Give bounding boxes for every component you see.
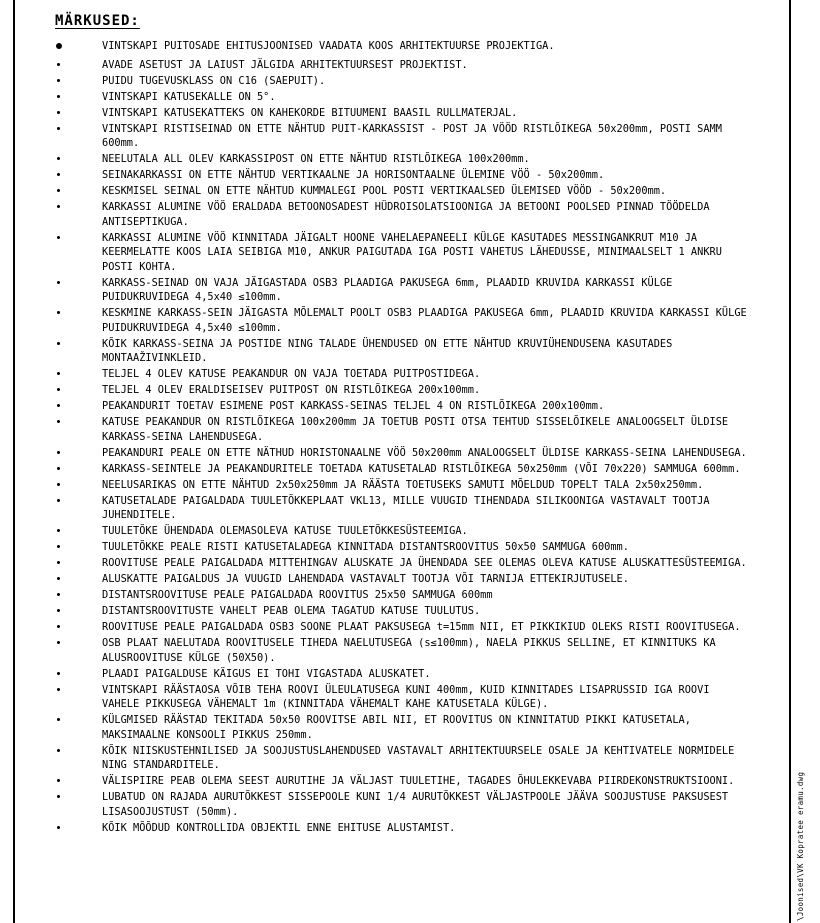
bullet-icon — [57, 189, 60, 192]
bullet-icon — [57, 372, 60, 375]
note-text: DISTANTSROOVITUSE PEALE PAIGALDADA ROOVITUS 25x50 SAMMUGA 600mm — [102, 589, 493, 601]
bullet-icon — [57, 795, 60, 798]
bullet-icon — [57, 577, 60, 580]
bullet-icon — [57, 281, 60, 284]
note-text: VINTSKAPI PUITOSADE EHITUSJOONISED VAADATA KOOS ARHITEKTUURSE PROJEKTIGA. — [102, 40, 555, 52]
note-item — [55, 588, 765, 603]
bullet-icon — [57, 63, 60, 66]
bullet-icon — [57, 779, 60, 782]
bullet-icon — [57, 467, 60, 470]
note-text: KESKMISEL SEINAL ON ETTE NÄHTUD KUMMALEGI POOL POSTI VERTIKAALSED ÜLEMISED VÖÖD - 50x200mm. — [102, 185, 667, 197]
note-item — [55, 39, 765, 54]
bullet-icon — [57, 205, 60, 208]
note-text: TUULETÕKE ÜHENDADA OLEMASOLEVA KATUSE TUULETÕKKESÜSTEEMIGA. — [102, 525, 468, 537]
note-text: TELJEL 4 OLEV KATUSE PEAKANDUR ON VAJA TOETADA PUITPOSTIDEGA. — [102, 368, 481, 380]
note-item — [55, 604, 765, 619]
note-text: KATUSETALADE PAIGALDADA TUULETÕKKEPLAAT VKL13, MILLE VUUGID TIHENDADA SILIKOONIGA VASTAVALT TOOTJA JUHENDITELE. — [102, 494, 710, 521]
bullet-icon — [57, 388, 60, 391]
note-text: ROOVITUSE PEALE PAIGALDADA MITTEHINGAV ALUSKATE JA ÜHENDADA SEE OLEMAS OLEVA KATUSE ALUSKATTESÜSTEEMIGA. — [102, 557, 747, 569]
bullet-icon — [57, 749, 60, 752]
bullet-icon — [57, 672, 60, 675]
note-item — [55, 152, 765, 167]
note-item — [55, 713, 765, 742]
note-text: VÄLISPIIRE PEAB OLEMA SEEST AURUTIHE JA VÄLJAST TUULETIHE, TAGADES ÕHULEKKEVABA PIIRDEKONSTRUKTSIOONI. — [102, 775, 735, 787]
note-text: PUIDU TUGEVUSKLASS ON C16 (SAEPUIT). — [102, 74, 326, 87]
note-item — [55, 184, 765, 199]
bullet-icon — [57, 311, 60, 314]
bullet-icon — [57, 157, 60, 160]
notes-sheet — [55, 10, 765, 837]
note-item — [55, 383, 765, 398]
note-text: KATUSE PEAKANDUR ON RISTLÕIKEGA 100x200mm JA TOETUB POSTI OTSA TEHTUD SISSELÕIKELE ANALOOGSELT ÜLDISE KARKASS-SEINA LAHENDUSEGA. — [102, 416, 729, 443]
note-text: SEINAKARKASSI ON ETTE NÄHTUD VERTIKAALNE JA HORISONTAALNE ÜLEMINE VÖÖ - 50x200mm. — [102, 169, 605, 181]
note-item — [55, 572, 765, 587]
bullet-icon — [57, 111, 60, 114]
note-item — [55, 524, 765, 539]
bullet-icon — [57, 529, 60, 532]
note-text: NEELUTALA ALL OLEV KARKASSIPOST ON ETTE NÄHTUD RISTLÕIKEGA 100x200mm. — [102, 153, 530, 165]
bullet-icon — [57, 593, 60, 596]
bullet-icon — [57, 641, 60, 644]
bullet-icon — [57, 688, 60, 691]
bullet-icon — [57, 79, 60, 82]
note-text: KARKASSI ALUMINE VÖÖ ERALDADA BETOONOSADEST HÜDROISOLATSIOONIGA JA BETOONI POOLSED PINNAD TÖÖDELDA ANTISEPTIKUGA. — [102, 201, 710, 228]
bullet-icon — [57, 499, 60, 502]
note-item — [55, 821, 765, 836]
note-item — [55, 90, 765, 105]
bullet-icon — [57, 173, 60, 176]
note-text: VINTSKAPI KATUSEKALLE ON 5°. — [102, 90, 276, 103]
note-text: PEAKANDURIT TOETAV ESIMENE POST KARKASS-SEINAS TELJEL 4 ON RISTLÕIKEGA 200x100mm. — [102, 400, 605, 412]
note-text: TELJEL 4 OLEV ERALDISEISEV PUITPOST ON RISTLÕIKEGA 200x100mm. — [102, 384, 481, 396]
note-text: VINTSKAPI KATUSEKATTEKS ON KAHEKORDE BITUUMENI BAASIL RULLMATERJAL. — [102, 106, 518, 119]
bullet-icon — [57, 625, 60, 628]
notes-title: MÄRKUSED: — [55, 13, 140, 29]
note-item — [55, 683, 765, 712]
note-text: ALUSKATTE PAIGALDUS JA VUUGID LAHENDADA VASTAVALT TOOTJA VÕI TARNIJA ETTEKIRJUTUSELE. — [102, 573, 629, 585]
note-item — [55, 122, 765, 151]
note-item — [55, 462, 765, 477]
note-text: KÕIK MÕÕDUD KONTROLLIDA OBJEKTIL ENNE EHITUSE ALUSTAMIST. — [102, 821, 456, 834]
note-item — [55, 106, 765, 121]
bullet-icon — [57, 561, 60, 564]
note-item — [55, 367, 765, 382]
bullet-icon — [56, 43, 62, 49]
note-item — [55, 556, 765, 571]
note-text: ROOVITUSE PEALE PAIGALDADA OSB3 SOONE PLAAT PAKSUSEGA t=15mm NII, ET PIKKIKIUD OLEKS RISTI ROOVITUSEGA. — [102, 621, 741, 633]
note-item — [55, 168, 765, 183]
bullet-icon — [57, 483, 60, 486]
note-text: NEELUSARIKAS ON ETTE NÄHTUD 2x50x250mm JA RÄÄSTA TOETUSEKS SAMUTI MÕELDUD TOPELT TALA 2x50x250mm. — [102, 478, 704, 491]
note-item — [55, 399, 765, 414]
bullet-icon — [57, 718, 60, 721]
notes-list — [55, 39, 765, 835]
note-item — [55, 306, 765, 335]
note-item — [55, 200, 765, 229]
bullet-icon — [57, 545, 60, 548]
note-item — [55, 620, 765, 635]
note-item — [55, 446, 765, 461]
note-item — [55, 415, 765, 444]
bullet-icon — [57, 127, 60, 130]
note-text: KARKASS-SEINTELE JA PEAKANDURITELE TOETADA KATUSETALAD RISTLÕIKEGA 50x250mm (VÕI 70x220) SAMMUGA 600mm. — [102, 462, 741, 475]
note-item — [55, 478, 765, 493]
note-text: TUULETÕKKE PEALE RISTI KATUSETALADEGA KINNITADA DISTANTSROOVITUS 50x50 SAMMUGA 600mm. — [102, 541, 629, 553]
note-text: PEAKANDURI PEALE ON ETTE NÄTHUD HORISTONAALNE VÖÖ 50x200mm ANALOOGSELT ÜLDISE KARKASS-SEINA LAHENDUSEGA. — [102, 446, 747, 459]
note-text: LUBATUD ON RAJADA AURUTÕKKEST SISSEPOOLE KUNI 1/4 AURUTÕKKEST VÄLJASTPOOLE JÄÄVA SOOJUSTUSE PAKSUSEST LISASOOJUSTUST (50mm). — [102, 791, 729, 818]
note-text: KARKASS-SEINAD ON VAJA JÄIGASTADA OSB3 PLAADIGA PAKUSEGA 6mm, PLAADID KRUVIDA KARKASSI KÜLGE PUIDUKRUVIDEGA 4,5x40 ≤100mm. — [102, 276, 673, 303]
note-text: AVADE ASETUST JA LAIUST JÄLGIDA ARHITEKTUURSEST PROJEKTIST. — [102, 58, 468, 71]
note-item — [55, 744, 765, 773]
sheet-left-border — [13, 0, 15, 923]
note-text: KÕIK NIISKUSTEHNILISED JA SOOJUSTUSLAHENDUSED VASTAVALT ARHITEKTUURSELE OSALE JA KEHTIVATELE NORMIDELE NING STANDARDITELE. — [102, 744, 735, 771]
note-text: KESKMINE KARKASS-SEIN JÄIGASTA MÕLEMALT POOLT OSB3 PLAADIGA PAKUSEGA 6mm, PLAADID KRUVIDA KARKASSI KÜLGE PUIDUKRUVIDEGA 4,5x40 ≤100mm. — [102, 307, 747, 334]
bullet-icon — [57, 404, 60, 407]
bullet-icon — [57, 342, 60, 345]
note-item — [55, 231, 765, 275]
bullet-icon — [57, 609, 60, 612]
note-text: VINTSKAPI RISTISEINAD ON ETTE NÄHTUD PUIT-KARKASSIST - POST JA VÖÖD RISTLÕIKEGA 50x200mm, POSTI SAMM 600mm. — [102, 122, 722, 149]
note-item — [55, 540, 765, 555]
note-text: DISTANTSROOVITUSTE VAHELT PEAB OLEMA TAGATUD KATUSE TUULUTUS. — [102, 605, 481, 617]
note-text: KÕIK KARKASS-SEINA JA POSTIDE NING TALADE ÜHENDUSED ON ETTE NÄHTUD KRUVIÜHENDUSENA KASUTADES MONTAAŽIVINKLEID. — [102, 337, 673, 364]
note-text: PLAADI PAIGALDUSE KÄIGUS EI TOHI VIGASTADA ALUSKATET. — [102, 667, 431, 680]
note-item — [55, 58, 765, 73]
note-item — [55, 790, 765, 819]
note-text: VINTSKAPI RÄÄSTAOSA VÕIB TEHA ROOVI ÜLEULATUSEGA KUNI 400mm, KUID KINNITADES LISAPRUSSID IGA ROOVI VAHELE PIKKUSEGA VÄHEMALT 1m (KINNITADA VÄHEMALT KAHE KATUSETALA KÜLGE). — [102, 683, 710, 710]
note-text: KARKASSI ALUMINE VÖÖ KINNITADA JÄIGALT HOONE VAHELAEPANEELI KÜLGE KASUTADES MESSINGANKRUT M10 JA KEERMELATTE KOOS LAIA SEIBIGA M10, ANKUR PAIGUTADA IGA POSTI VAHETUS LÄHEDUSSE, MINIMAALSELT 1 ANKRU POSTI KOHTA. — [102, 231, 722, 273]
bullet-icon — [57, 451, 60, 454]
sheet-right-border — [789, 0, 791, 923]
file-path-label: \Joonised\VK Kopratee eramu.dwg — [796, 771, 805, 921]
note-item — [55, 337, 765, 366]
note-item — [55, 494, 765, 523]
bullet-icon — [57, 420, 60, 423]
note-item — [55, 667, 765, 682]
note-text: OSB PLAAT NAELUTADA ROOVITUSELE TIHEDA NAELUTUSEGA (s≤100mm), NAELA PIKKUS SELLINE, ET KINNITUKS KA ALUSROOVITUSE KÜLGE (50X50). — [102, 637, 716, 664]
bullet-icon — [57, 236, 60, 239]
bullet-icon — [57, 95, 60, 98]
note-item — [55, 774, 765, 789]
note-text: KÜLGMISED RÄÄSTAD TEKITADA 50x50 ROOVITSE ABIL NII, ET ROOVITUS ON KINNITATUD PIKKI KATUSETALA, MAKSIMAALNE KONSOOLI PIKKUS 250mm. — [102, 714, 691, 741]
note-item — [55, 74, 765, 89]
bullet-icon — [57, 826, 60, 829]
note-item — [55, 276, 765, 305]
note-item — [55, 636, 765, 665]
